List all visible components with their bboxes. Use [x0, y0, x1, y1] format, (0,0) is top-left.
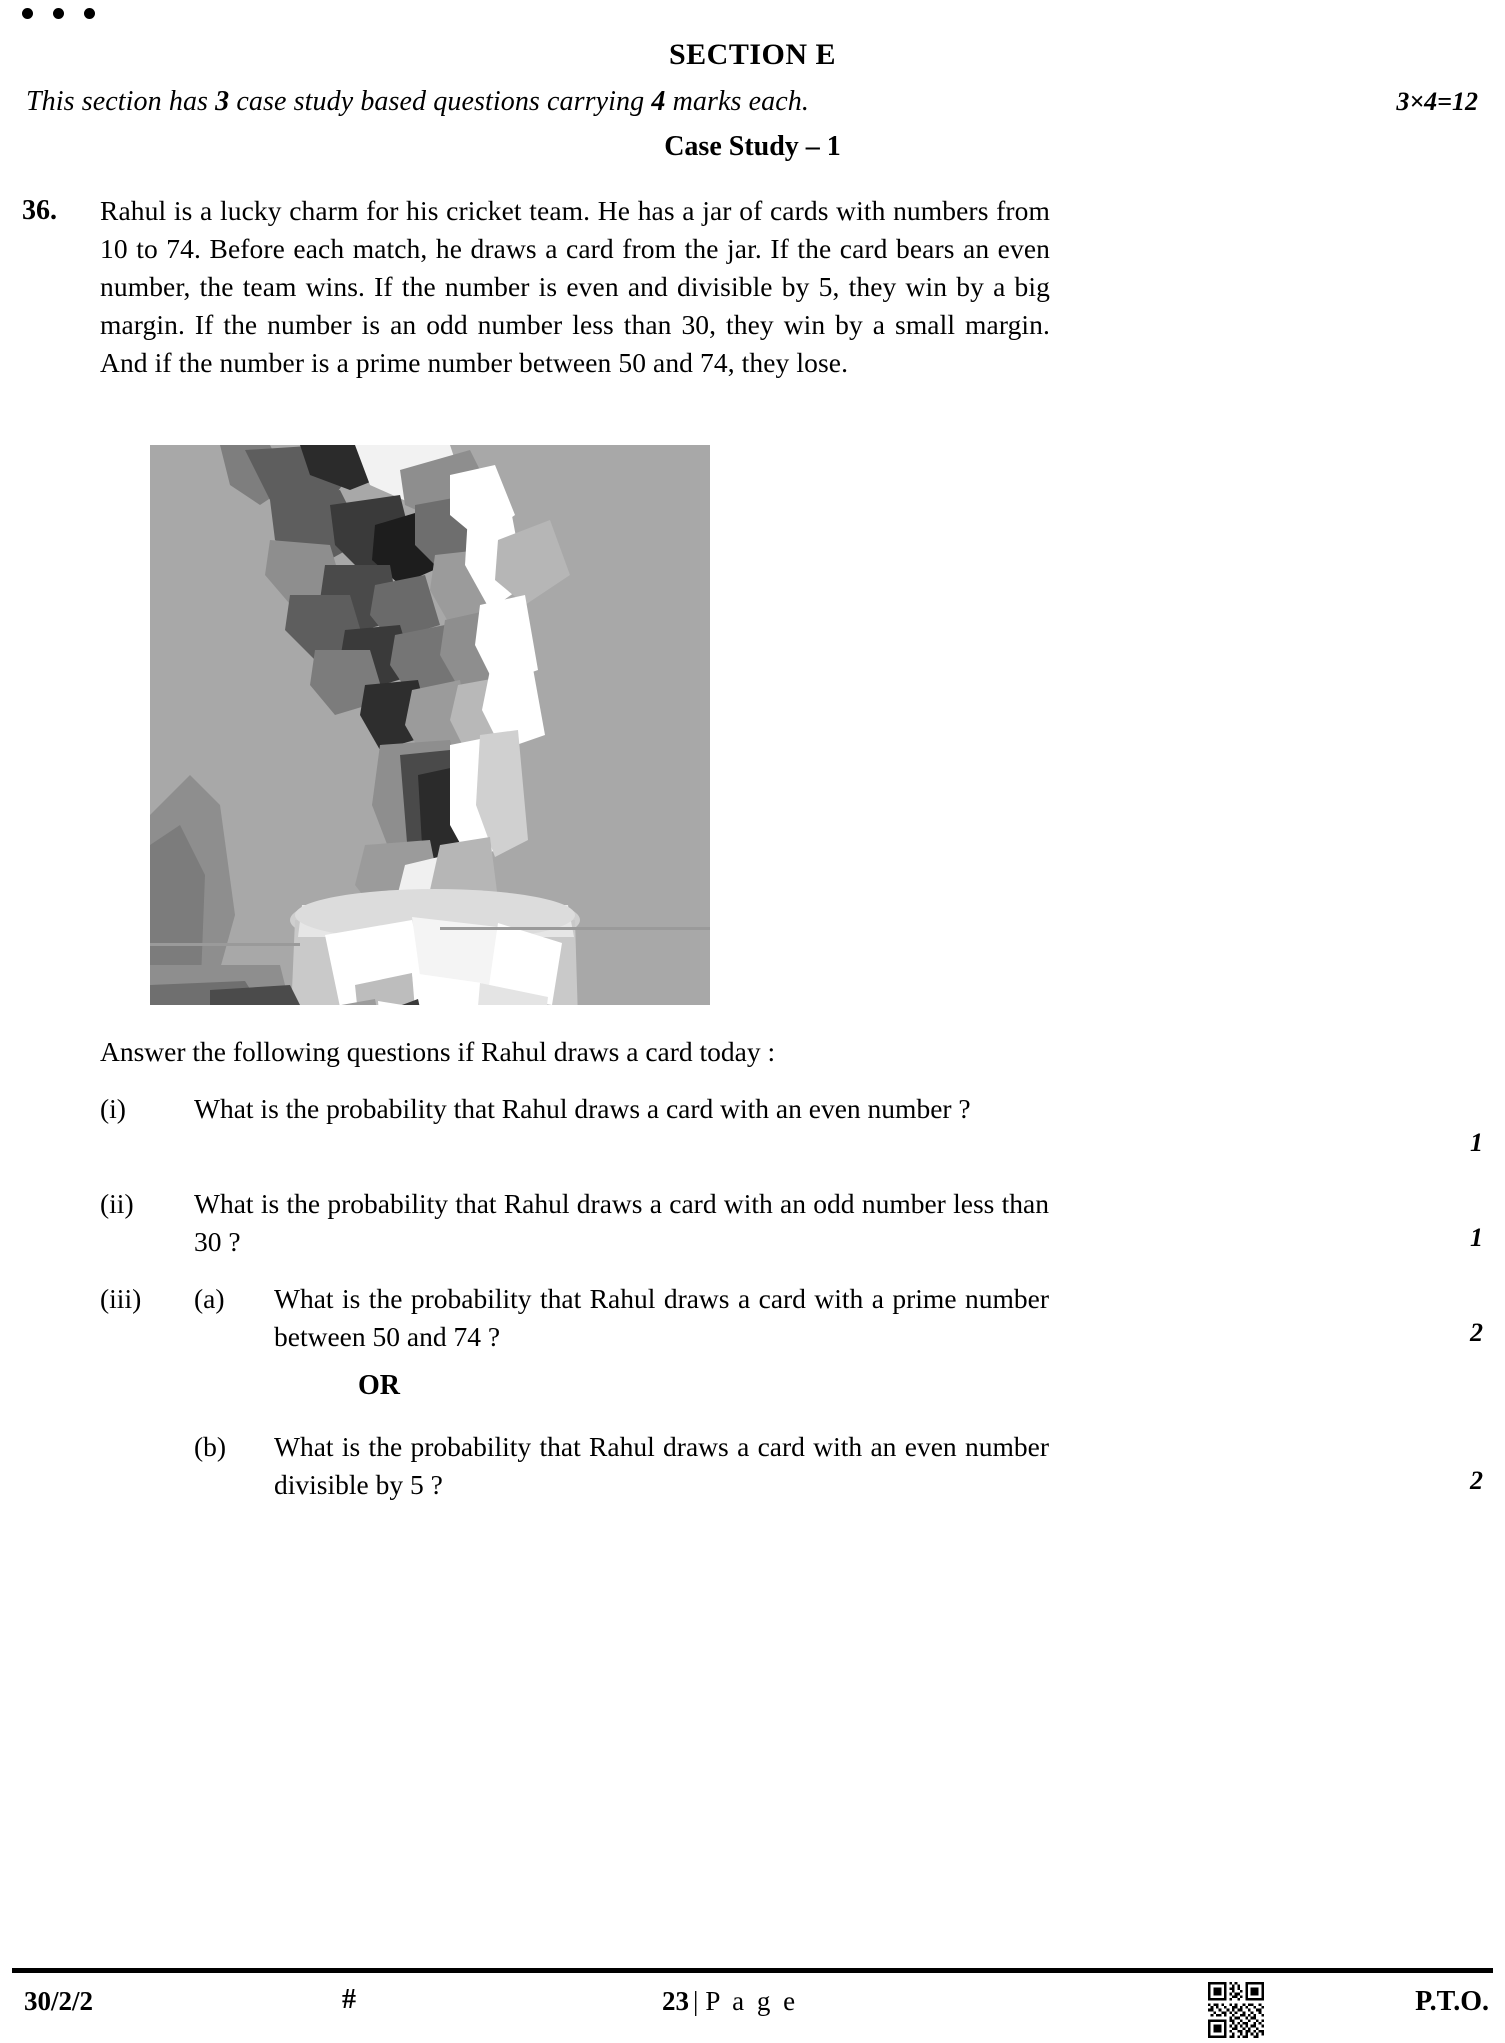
- sub-question-marks: 2: [1470, 1318, 1483, 1347]
- question-text: Rahul is a lucky charm for his cricket team. He has a jar of cards with numbers from 10 to 74. Before each match, he draws a card from the jar. If the card bears an even number, the team wins. If the number is even and divisible by 5, they win by a big margin. If the number is an odd number less than 30, they win by a small margin. And if the number is a prime number between 50 and 74, they lose.: [100, 195, 1050, 378]
- sub-question-marks: 2: [1470, 1466, 1483, 1495]
- jar-of-cards-figure: [150, 445, 710, 1005]
- dot-icon: [22, 8, 33, 19]
- footer-divider: [12, 1968, 1493, 1973]
- sub-question-sublabel: (a): [194, 1283, 225, 1314]
- section-title: SECTION E: [668, 38, 837, 71]
- paper-code: 30/2/2: [24, 1986, 94, 2016]
- qr-code-icon: [1208, 1982, 1264, 2038]
- sub-question-marks: 1: [1470, 1128, 1483, 1157]
- question-number: 36.: [22, 195, 57, 226]
- top-dots-marker: [22, 8, 95, 19]
- sub-question-text: What is the probability that Rahul draws a card with a prime number between 50 and 74 ?: [274, 1283, 1049, 1352]
- sub-question-iii-b: [100, 1428, 1480, 1504]
- section-marks-total: 3×4=12: [1396, 87, 1478, 116]
- section-instruction: [26, 86, 809, 118]
- section-instruction-count: 3: [215, 86, 230, 117]
- page-indicator: [662, 1986, 798, 2017]
- section-instruction-suffix: marks each.: [665, 86, 809, 117]
- dot-icon: [84, 8, 95, 19]
- sub-question-sublabel: (b): [194, 1431, 227, 1462]
- qr-code-svg: [1208, 1982, 1264, 2038]
- jar-of-cards-illustration: [150, 445, 710, 1005]
- page-number: 23: [662, 1986, 689, 2016]
- sub-question-label: (ii): [100, 1188, 134, 1219]
- sub-question-label: (i): [100, 1093, 126, 1124]
- dot-icon: [53, 8, 64, 19]
- sub-question-label: (iii): [100, 1283, 142, 1314]
- pto-label: P.T.O.: [1415, 1986, 1489, 2017]
- page-footer: [12, 1982, 1493, 2032]
- section-instruction-marks: 4: [651, 86, 666, 117]
- hash-marker: #: [342, 1984, 356, 2015]
- section-instruction-mid: case study based questions carrying: [229, 86, 652, 117]
- sub-question-iii-a: [100, 1280, 1480, 1356]
- sub-question-text: What is the probability that Rahul draws a card with an even number ?: [194, 1093, 971, 1124]
- sub-question-marks: 1: [1470, 1223, 1483, 1252]
- page-word: P a g e: [705, 1986, 799, 2016]
- answer-lead-in: Answer the following questions if Rahul draws a card today :: [100, 1036, 776, 1067]
- or-divider: OR: [358, 1370, 400, 1401]
- sub-question-ii: [100, 1185, 1480, 1261]
- sub-question-text: What is the probability that Rahul draws a card with an even number divisible by 5 ?: [274, 1431, 1049, 1500]
- case-study-title: Case Study – 1: [664, 131, 841, 162]
- section-note-row: [26, 86, 1478, 118]
- sub-question-i: [100, 1090, 1480, 1128]
- page-separator: |: [693, 1986, 699, 2016]
- question-block: [22, 192, 1462, 382]
- section-instruction-prefix: This section has: [26, 86, 216, 117]
- sub-question-text: What is the probability that Rahul draws a card with an odd number less than 30 ?: [194, 1188, 1049, 1257]
